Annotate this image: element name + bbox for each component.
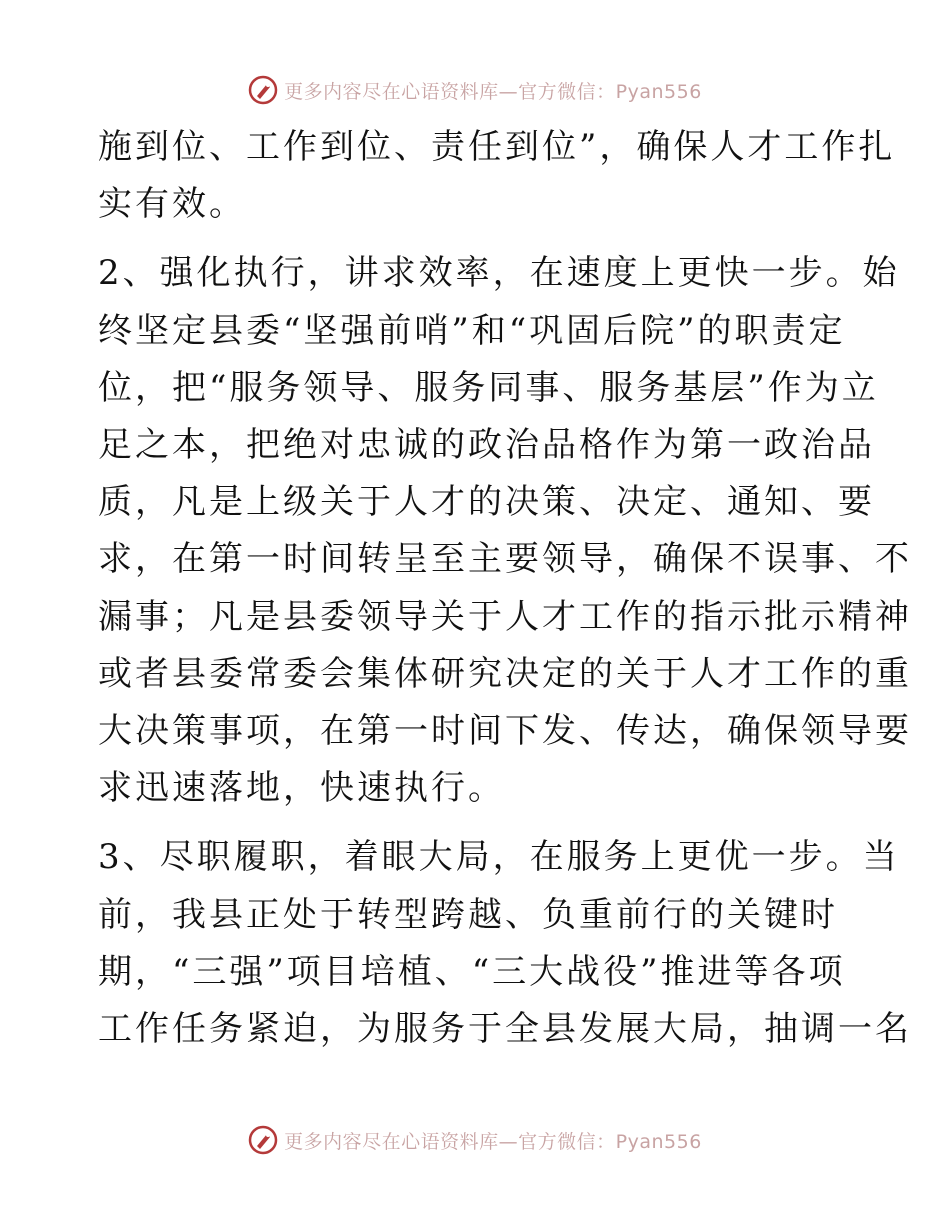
text-line: 大决策事项，在第一时间下发、传达，确保领导要 bbox=[98, 711, 912, 752]
paragraph bbox=[98, 245, 912, 817]
text-line: 施到位、工作到位、责任到位”，确保人才工作扎 bbox=[98, 127, 896, 167]
paragraph bbox=[98, 119, 896, 233]
footer-banner-text: 更多内容尽在心语资料库—官方微信：Pyan556 bbox=[284, 1130, 702, 1153]
text-line: 漏事；凡是县委领导关于人才工作的指示批示精神 bbox=[98, 596, 912, 637]
text-line: 位，把“服务领导、服务同事、服务基层”作为立 bbox=[98, 367, 879, 408]
pen-nib-logo-icon bbox=[248, 75, 278, 105]
text-line: 求迅速落地，快速执行。 bbox=[98, 768, 505, 809]
text-line: 2、强化执行，讲求效率，在速度上更快一步。始 bbox=[98, 253, 900, 294]
text-line: 前，我县正处于转型跨越、负重前行的关键时 bbox=[98, 894, 838, 935]
text-line: 3、尽职履职，着眼大局，在服务上更优一步。当 bbox=[98, 837, 900, 878]
document-body bbox=[98, 119, 912, 1058]
footer-banner bbox=[0, 1120, 950, 1160]
pen-nib-logo-icon bbox=[248, 1125, 278, 1155]
text-line: 质，凡是上级关于人才的决策、决定、通知、要 bbox=[98, 482, 875, 523]
text-line: 终坚定县委“坚强前哨”和“巩固后院”的职责定 bbox=[98, 310, 846, 351]
text-line: 或者县委常委会集体研究决定的关于人才工作的重 bbox=[98, 653, 912, 694]
header-banner bbox=[0, 70, 950, 110]
text-line: 工作任务紧迫，为服务于全县发展大局，抽调一名 bbox=[98, 1009, 912, 1050]
text-line: 期，“三强”项目培植、“三大战役”推进等各项 bbox=[98, 951, 846, 992]
text-line: 足之本，把绝对忠诚的政治品格作为第一政治品 bbox=[98, 425, 875, 466]
text-line: 实有效。 bbox=[98, 184, 246, 225]
text-line: 求，在第一时间转呈至主要领导，确保不误事、不 bbox=[98, 539, 912, 580]
header-banner-text: 更多内容尽在心语资料库—官方微信：Pyan556 bbox=[284, 80, 702, 103]
paragraph bbox=[98, 829, 912, 1058]
